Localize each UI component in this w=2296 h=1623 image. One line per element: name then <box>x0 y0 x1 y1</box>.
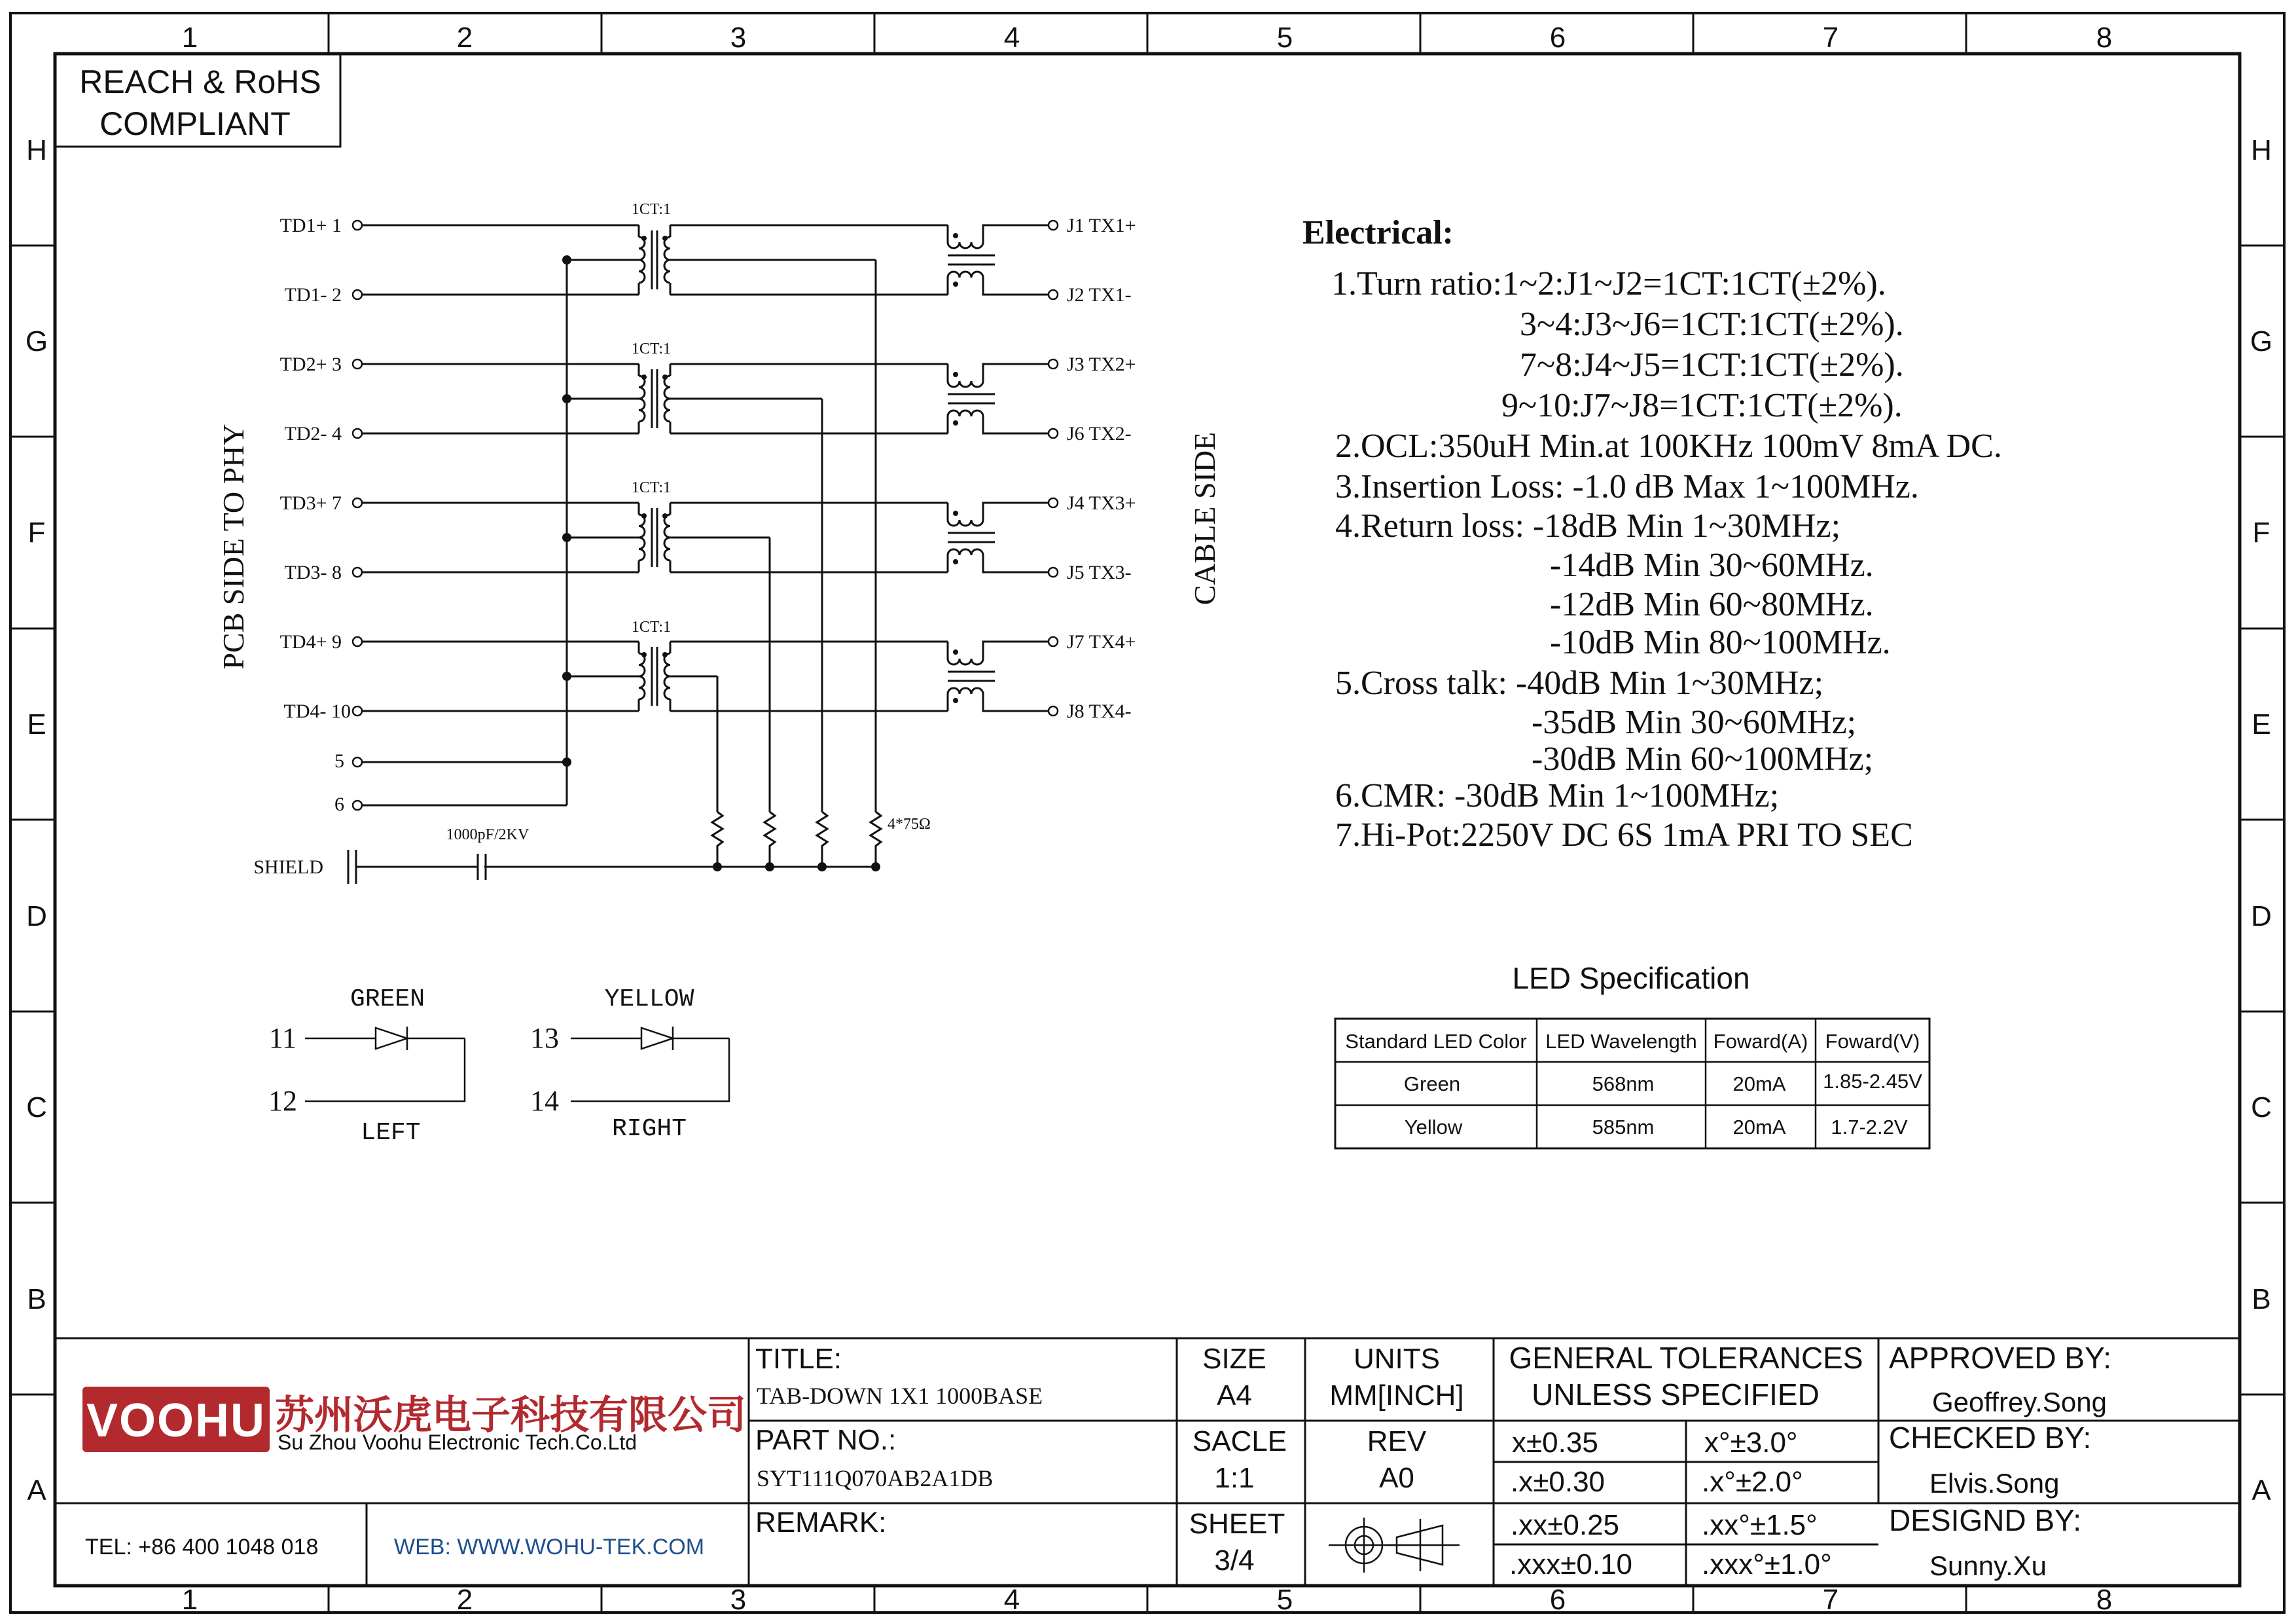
led-spec-cell: 585nm <box>1592 1116 1655 1139</box>
ratio-label: 1CT:1 <box>631 619 672 636</box>
spec-line: -14dB Min 30~60MHz. <box>1550 547 1874 584</box>
row-label-left: D <box>26 900 47 932</box>
led-yellow-title: YELLOW <box>604 985 694 1013</box>
pin-label-j3: J3 TX2+ <box>1067 354 1136 375</box>
col-label-top: 8 <box>2096 22 2113 54</box>
col-label-top: 6 <box>1549 22 1566 54</box>
ratio-label: 1CT:1 <box>631 340 672 357</box>
tolerance-angular: x°±3.0° <box>1704 1427 1798 1459</box>
pin-label-j6: J6 TX2- <box>1067 423 1132 445</box>
magnetics-schematic <box>217 201 1221 884</box>
channel-2 <box>353 359 1058 438</box>
spec-line: 3.Insertion Loss: -1.0 dB Max 1~100MHz. <box>1335 468 1919 505</box>
compliance-box <box>55 54 340 147</box>
pin-label-j1: J1 TX1+ <box>1067 215 1136 236</box>
led-spec-header: LED Wavelength <box>1545 1030 1697 1053</box>
resistor-label: 4*75Ω <box>888 816 931 833</box>
row-label-left: B <box>27 1283 46 1315</box>
pin-label-td1p: TD1+ 1 <box>279 215 342 236</box>
title-value: TAB-DOWN 1X1 1000BASE <box>757 1383 1043 1409</box>
row-label-right: C <box>2251 1091 2272 1123</box>
row-label-right: A <box>2251 1474 2271 1506</box>
col-label-bottom: 2 <box>456 1584 473 1616</box>
tolerance-angular: .x°±2.0° <box>1702 1466 1803 1498</box>
tolerance-angular: .xxx°±1.0° <box>1702 1548 1832 1580</box>
col-label-top: 5 <box>1276 22 1293 54</box>
col-label-bottom: 4 <box>1003 1584 1020 1616</box>
designed-label: DESIGND BY: <box>1889 1503 2081 1537</box>
tolerance-linear: .x±0.30 <box>1511 1466 1605 1498</box>
rev-label: REV <box>1367 1425 1427 1457</box>
spec-line: -35dB Min 30~60MHz; <box>1532 704 1857 741</box>
led-spec-cell: Yellow <box>1404 1116 1463 1139</box>
pin-label-td2n: TD2- 4 <box>284 423 342 445</box>
led-spec-cell: 20mA <box>1732 1116 1786 1139</box>
led-green-pin-b: 12 <box>268 1085 297 1117</box>
col-label-top: 1 <box>181 22 198 54</box>
company-tel: TEL: +86 400 1048 018 <box>85 1535 319 1559</box>
designed-value: Sunny.Xu <box>1929 1550 2047 1581</box>
spec-line: -30dB Min 60~100MHz; <box>1532 740 1874 778</box>
spec-line: 1.Turn ratio:1~2:J1~J2=1CT:1CT(±2%). <box>1331 265 1886 302</box>
spec-line: 3~4:J3~J6=1CT:1CT(±2%). <box>1520 306 1904 343</box>
spec-line: 5.Cross talk: -40dB Min 1~30MHz; <box>1335 665 1824 702</box>
title-block <box>55 1338 2240 1586</box>
led-green-title: GREEN <box>350 985 425 1013</box>
col-label-bottom: 5 <box>1276 1584 1293 1616</box>
pin-label-j4: J4 TX3+ <box>1067 492 1136 514</box>
pin-label-j7: J7 TX4+ <box>1067 631 1136 653</box>
approved-value: Geoffrey.Song <box>1932 1387 2107 1417</box>
spec-line: 9~10:J7~J8=1CT:1CT(±2%). <box>1501 387 1903 424</box>
row-label-left: H <box>26 134 47 166</box>
led-spec-cell: 568nm <box>1592 1072 1655 1095</box>
row-label-left: G <box>25 325 48 357</box>
pin-label-j2: J2 TX1- <box>1067 284 1132 306</box>
pin-label-5: 5 <box>334 750 344 772</box>
tolerance-linear: x±0.35 <box>1512 1427 1598 1459</box>
pin-label-td2p: TD2+ 3 <box>279 354 342 375</box>
led-spec-cell: 20mA <box>1732 1072 1786 1095</box>
spec-line: -10dB Min 80~100MHz. <box>1550 624 1891 661</box>
pin-label-j5: J5 TX3- <box>1067 562 1132 583</box>
col-label-bottom: 8 <box>2096 1584 2113 1616</box>
led-yellow-pin-b: 14 <box>530 1085 559 1117</box>
row-label-right: F <box>2252 517 2270 549</box>
row-label-left: E <box>27 708 46 740</box>
led-spec-cell: 1.85-2.45V <box>1823 1070 1922 1093</box>
row-label-right: B <box>2251 1283 2271 1315</box>
sheet-value: 3/4 <box>1214 1544 1255 1577</box>
title-label: TITLE: <box>755 1343 842 1375</box>
pin-label-td3p: TD3+ 7 <box>279 492 342 514</box>
spec-line: 7.Hi-Pot:2250V DC 6S 1mA PRI TO SEC <box>1335 816 1913 854</box>
scale-value: 1:1 <box>1214 1462 1255 1494</box>
left-pin-labels <box>280 215 351 815</box>
company-name-cn: 苏州沃虎电子科技有限公司 <box>275 1393 746 1437</box>
led-spec-header: Standard LED Color <box>1345 1030 1527 1053</box>
col-label-top: 7 <box>1822 22 1839 54</box>
led-green-side: LEFT <box>361 1119 421 1147</box>
led-green-pin-a: 11 <box>268 1022 297 1054</box>
channel-3 <box>353 498 1058 577</box>
company-web: WEB: WWW.WOHU-TEK.COM <box>394 1535 705 1559</box>
row-label-left: C <box>26 1091 47 1123</box>
led-spec-table <box>1335 961 1929 1148</box>
tolerance-linear: .xxx±0.10 <box>1509 1548 1633 1580</box>
frame-labels <box>26 22 2272 1616</box>
tolerance-title-2: UNLESS SPECIFIED <box>1532 1377 1820 1412</box>
col-label-bottom: 7 <box>1822 1584 1839 1616</box>
col-label-top: 3 <box>730 22 747 54</box>
size-label: SIZE <box>1202 1343 1266 1375</box>
pin-label-td3n: TD3- 8 <box>284 562 342 583</box>
remark-label: REMARK: <box>755 1506 887 1539</box>
led-yellow-pin-a: 13 <box>530 1022 559 1054</box>
pin-label-td4p: TD4+ 9 <box>279 631 342 653</box>
ratio-label: 1CT:1 <box>631 201 672 218</box>
approved-label: APPROVED BY: <box>1889 1341 2112 1375</box>
led-spec-cell: 1.7-2.2V <box>1831 1116 1908 1139</box>
units-label: UNITS <box>1354 1343 1440 1375</box>
led-yellow <box>530 985 729 1143</box>
company-logo <box>82 1387 746 1454</box>
part-value: SYT111Q070AB2A1DB <box>757 1465 994 1491</box>
checked-value: Elvis.Song <box>1929 1468 2060 1499</box>
col-label-top: 4 <box>1003 22 1020 54</box>
units-value: MM[INCH] <box>1329 1379 1464 1412</box>
projection-symbol-icon <box>1329 1518 1460 1573</box>
led-spec-title: LED Specification <box>1512 961 1750 995</box>
electrical-heading: Electrical: <box>1302 214 1454 251</box>
tolerance-linear: .xx±0.25 <box>1511 1509 1620 1541</box>
led-green <box>268 985 465 1147</box>
company-name-en: Su Zhou Voohu Electronic Tech.Co.Ltd <box>278 1431 637 1454</box>
part-label: PART NO.: <box>755 1424 897 1456</box>
row-label-right: H <box>2251 134 2272 166</box>
led-spec-cell: Green <box>1403 1072 1461 1095</box>
spec-line: 4.Return loss: -18dB Min 1~30MHz; <box>1335 507 1841 545</box>
spec-line: 6.CMR: -30dB Min 1~100MHz; <box>1335 777 1780 814</box>
rev-value: A0 <box>1379 1462 1414 1494</box>
col-label-bottom: 3 <box>730 1584 747 1616</box>
row-label-left: A <box>27 1474 46 1506</box>
size-value: A4 <box>1217 1379 1252 1412</box>
pin-label-td4n: TD4- 10 <box>283 701 351 722</box>
checked-label: CHECKED BY: <box>1889 1421 2092 1455</box>
led-spec-header: Foward(V) <box>1825 1030 1920 1053</box>
cable-side-label: CABLE SIDE <box>1188 431 1221 606</box>
col-label-bottom: 1 <box>181 1584 198 1616</box>
compliance-line1: REACH & RoHS <box>79 64 321 100</box>
shield-label: SHIELD <box>253 856 323 878</box>
scale-label: SACLE <box>1192 1425 1287 1457</box>
tolerance-title-1: GENERAL TOLERANCES <box>1509 1341 1863 1375</box>
row-label-right: E <box>2251 708 2271 740</box>
spec-line: 2.OCL:350uH Min.at 100KHz 100mV 8mA DC. <box>1335 428 2002 465</box>
electrical-specs <box>1302 214 2002 854</box>
channel-4 <box>353 637 1058 716</box>
row-label-left: F <box>27 517 46 549</box>
pin-label-td1n: TD1- 2 <box>284 284 342 306</box>
cap-label: 1000pF/2KV <box>446 826 529 843</box>
spec-line: 7~8:J4~J5=1CT:1CT(±2%). <box>1520 346 1904 384</box>
led-yellow-side: RIGHT <box>611 1115 687 1143</box>
right-pin-labels <box>1067 215 1136 722</box>
logo-text: VOOHU <box>86 1395 266 1447</box>
compliance-line2: COMPLIANT <box>99 105 291 142</box>
pin-label-j8: J8 TX4- <box>1067 701 1132 722</box>
pcb-side-label: PCB SIDE TO PHY <box>217 424 250 670</box>
tolerance-angular: .xx°±1.5° <box>1702 1509 1818 1541</box>
col-label-bottom: 6 <box>1549 1584 1566 1616</box>
row-label-right: D <box>2251 900 2272 932</box>
ratio-label: 1CT:1 <box>631 479 672 496</box>
spec-line: -12dB Min 60~80MHz. <box>1550 586 1874 623</box>
col-label-top: 2 <box>456 22 473 54</box>
channel-1 <box>353 221 1058 299</box>
row-label-right: G <box>2250 325 2273 357</box>
led-spec-header: Foward(A) <box>1713 1030 1808 1053</box>
pin-label-6: 6 <box>334 793 344 815</box>
sheet-label: SHEET <box>1189 1508 1285 1540</box>
